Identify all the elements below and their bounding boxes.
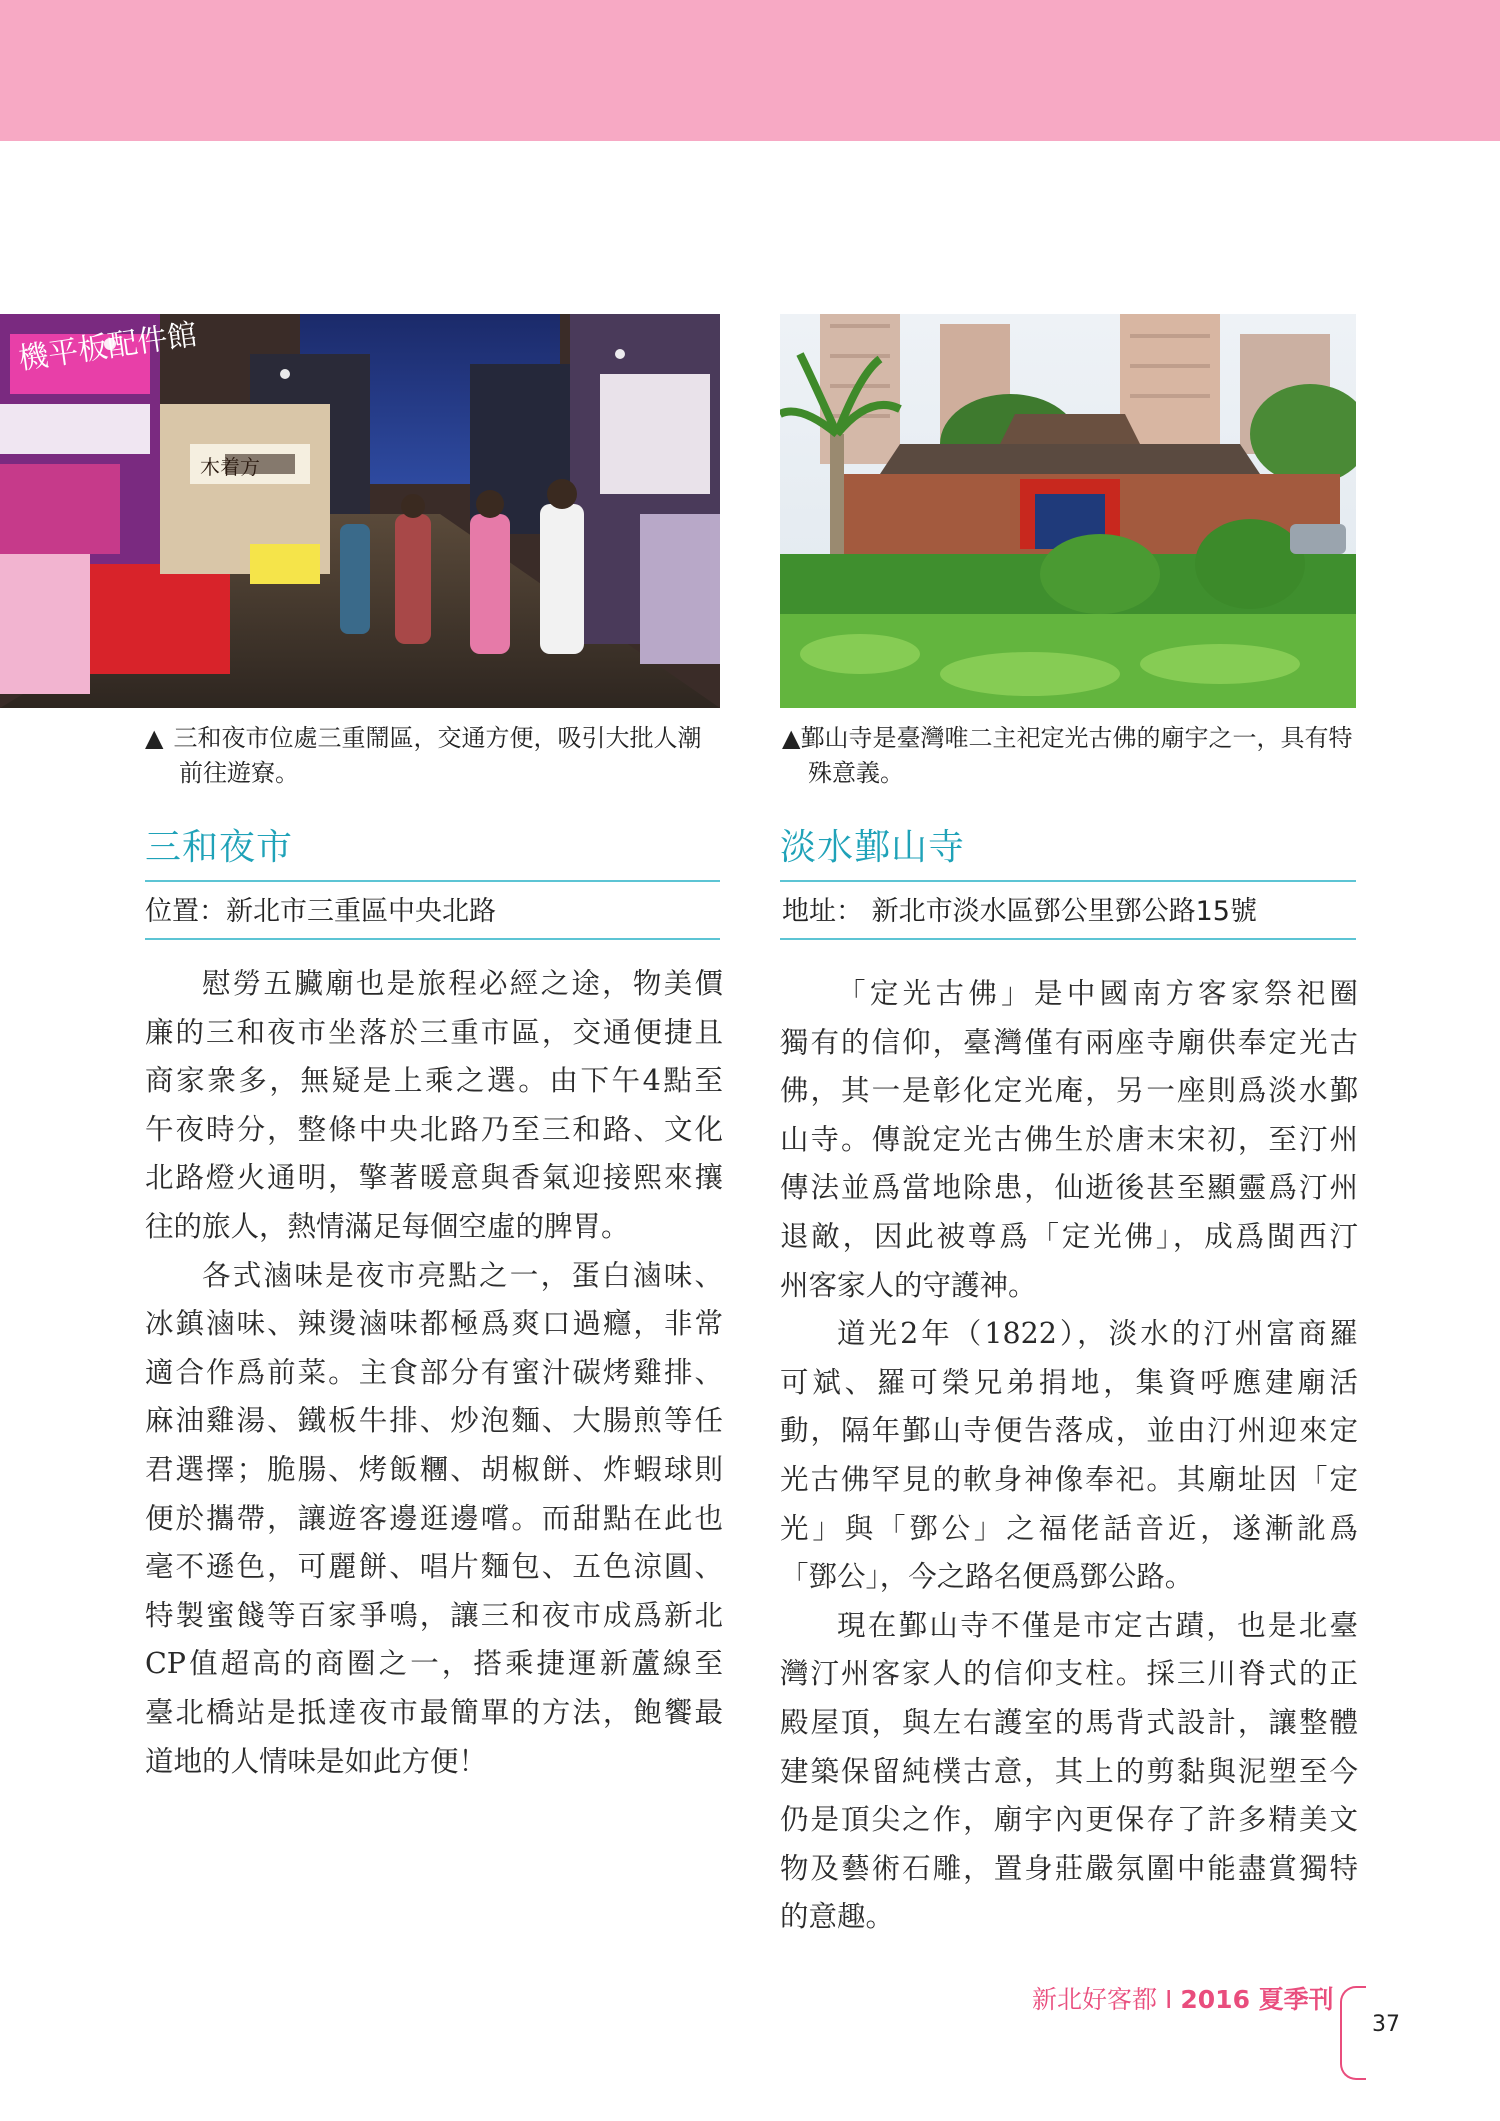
shop-sign-text: 木着方 [200, 455, 260, 479]
header-color-band [0, 0, 1500, 141]
caption-line: 三和夜市位處三重鬧區，交通方便，吸引大批人潮 [173, 724, 702, 752]
temple-photo [780, 314, 1356, 708]
body-line: 獨有的信仰，臺灣僅有兩座寺廟供奉定光古 [780, 1025, 1358, 1059]
divider [145, 938, 720, 940]
page-number: 37 [1372, 2012, 1400, 2037]
body-line: 現在鄞山寺不僅是市定古蹟，也是北臺 [837, 1608, 1358, 1642]
address-line: 地址： 新北市淡水區鄧公里鄧公路15號 [782, 896, 1257, 927]
body-line: 特製蜜餞等百家爭鳴，讓三和夜市成爲新北 [145, 1598, 723, 1632]
location-line: 位置：新北市三重區中央北路 [145, 896, 496, 927]
magazine-name: 新北好客都 [1032, 1985, 1158, 2014]
body-line: 北路燈火通明，擎著暖意與香氣迎接熙來攘 [145, 1161, 723, 1195]
page-number-bracket [1340, 1986, 1366, 2080]
body-line: 退敵，因此被尊爲「定光佛」，成爲閩西汀 [780, 1219, 1358, 1253]
body-line: 冰鎮滷味、辣燙滷味都極爲爽口過癮，非常 [145, 1307, 723, 1341]
body-line: 便於攜帶，讓遊客邊逛邊嚐。而甜點在此也 [145, 1501, 723, 1535]
body-line: 商家衆多，無疑是上乘之選。由下午4點至 [145, 1064, 723, 1098]
body-line: 物及藝術石雕，置身莊嚴氛圍中能盡賞獨特 [780, 1851, 1358, 1885]
body-line: 山寺。傳說定光古佛生於唐末宋初，至汀州 [780, 1122, 1358, 1156]
divider [145, 880, 720, 882]
caption-line: 前往遊寮。 [179, 759, 299, 787]
body-line: 「定光古佛」是中國南方客家祭祀圈 [837, 977, 1358, 1010]
body-line: 午夜時分，整條中央北路乃至三和路、文化 [145, 1112, 723, 1146]
body-line: 可斌、羅可榮兄弟捐地，集資呼應建廟活 [780, 1365, 1358, 1399]
article-body-right [780, 970, 1358, 1942]
magazine-footer [1032, 1980, 1334, 2016]
triangle-marker-icon: ▲ [145, 724, 164, 752]
body-line: 殿屋頂，與左右護室的馬背式設計，讓整體 [780, 1705, 1358, 1739]
body-line: 廉的三和夜市坐落於三重市區，交通便捷且 [145, 1015, 723, 1049]
body-line: 仍是頂尖之作，廟宇內更保存了許多精美文 [780, 1803, 1358, 1837]
body-line: 臺北橋站是抵達夜市最簡單的方法，飽饗最 [145, 1695, 723, 1729]
body-line: 傳法並爲當地除患，仙逝後甚至顯靈爲汀州 [780, 1171, 1358, 1205]
body-line: 適合作爲前菜。主食部分有蜜汁碳烤雞排、 [145, 1355, 723, 1389]
body-line: 光」與「鄧公」之福佬話音近，遂漸訛爲 [780, 1511, 1358, 1545]
shop-sign-text: 機平板配件館 [16, 317, 200, 377]
caption-line: 鄞山寺是臺灣唯二主祀定光古佛的廟宇之一，具有特 [800, 724, 1353, 752]
divider [780, 880, 1356, 882]
body-line: CP值超高的商圈之一，搭乘捷運新蘆線至 [145, 1647, 723, 1681]
body-line: 麻油雞湯、鐵板牛排、炒泡麵、大腸煎等任 [145, 1404, 723, 1438]
divider [780, 938, 1356, 940]
night-market-photo [0, 314, 720, 708]
issue-label: 2016 夏季刊 [1180, 1985, 1334, 2014]
body-line: 光古佛罕見的軟身神像奉祀。其廟址因「定 [780, 1462, 1358, 1496]
section-title: 三和夜市 [145, 827, 294, 868]
section-title: 淡水鄞山寺 [780, 827, 966, 868]
left-photo-caption [145, 721, 725, 791]
article-body-left [145, 960, 723, 1786]
body-line: 佛，其一是彰化定光庵，另一座則爲淡水鄞 [780, 1074, 1358, 1108]
body-line: 「鄧公」，今之路名便爲鄧公路。 [780, 1560, 1194, 1594]
right-photo-caption [782, 721, 1362, 791]
body-line: 灣汀州客家人的信仰支柱。採三川脊式的正 [780, 1657, 1358, 1691]
body-line: 毫不遜色，可麗餅、唱片麵包、五色涼圓、 [145, 1550, 723, 1584]
footer-separator: I [1165, 1985, 1173, 2014]
body-line: 動，隔年鄞山寺便告落成，並由汀州迎來定 [780, 1414, 1358, 1448]
body-line: 道地的人情味是如此方便！ [145, 1744, 488, 1778]
body-line: 州客家人的守護神。 [780, 1268, 1037, 1302]
caption-line: 殊意義。 [808, 759, 904, 787]
body-line: 建築保留純樸古意，其上的剪黏與泥塑至今 [780, 1754, 1358, 1788]
body-line: 君選擇；脆腸、烤飯糰、胡椒餅、炸蝦球則 [145, 1452, 723, 1486]
body-line: 道光2年（1822），淡水的汀州富商羅 [837, 1317, 1358, 1351]
body-line: 慰勞五臟廟也是旅程必經之途，物美價 [202, 967, 723, 1000]
body-line: 的意趣。 [780, 1900, 895, 1934]
triangle-marker-icon: ▲ [782, 724, 801, 752]
body-line: 各式滷味是夜市亮點之一，蛋白滷味、 [202, 1258, 723, 1292]
body-line: 往的旅人，熱情滿足每個空虛的脾胃。 [145, 1209, 630, 1243]
